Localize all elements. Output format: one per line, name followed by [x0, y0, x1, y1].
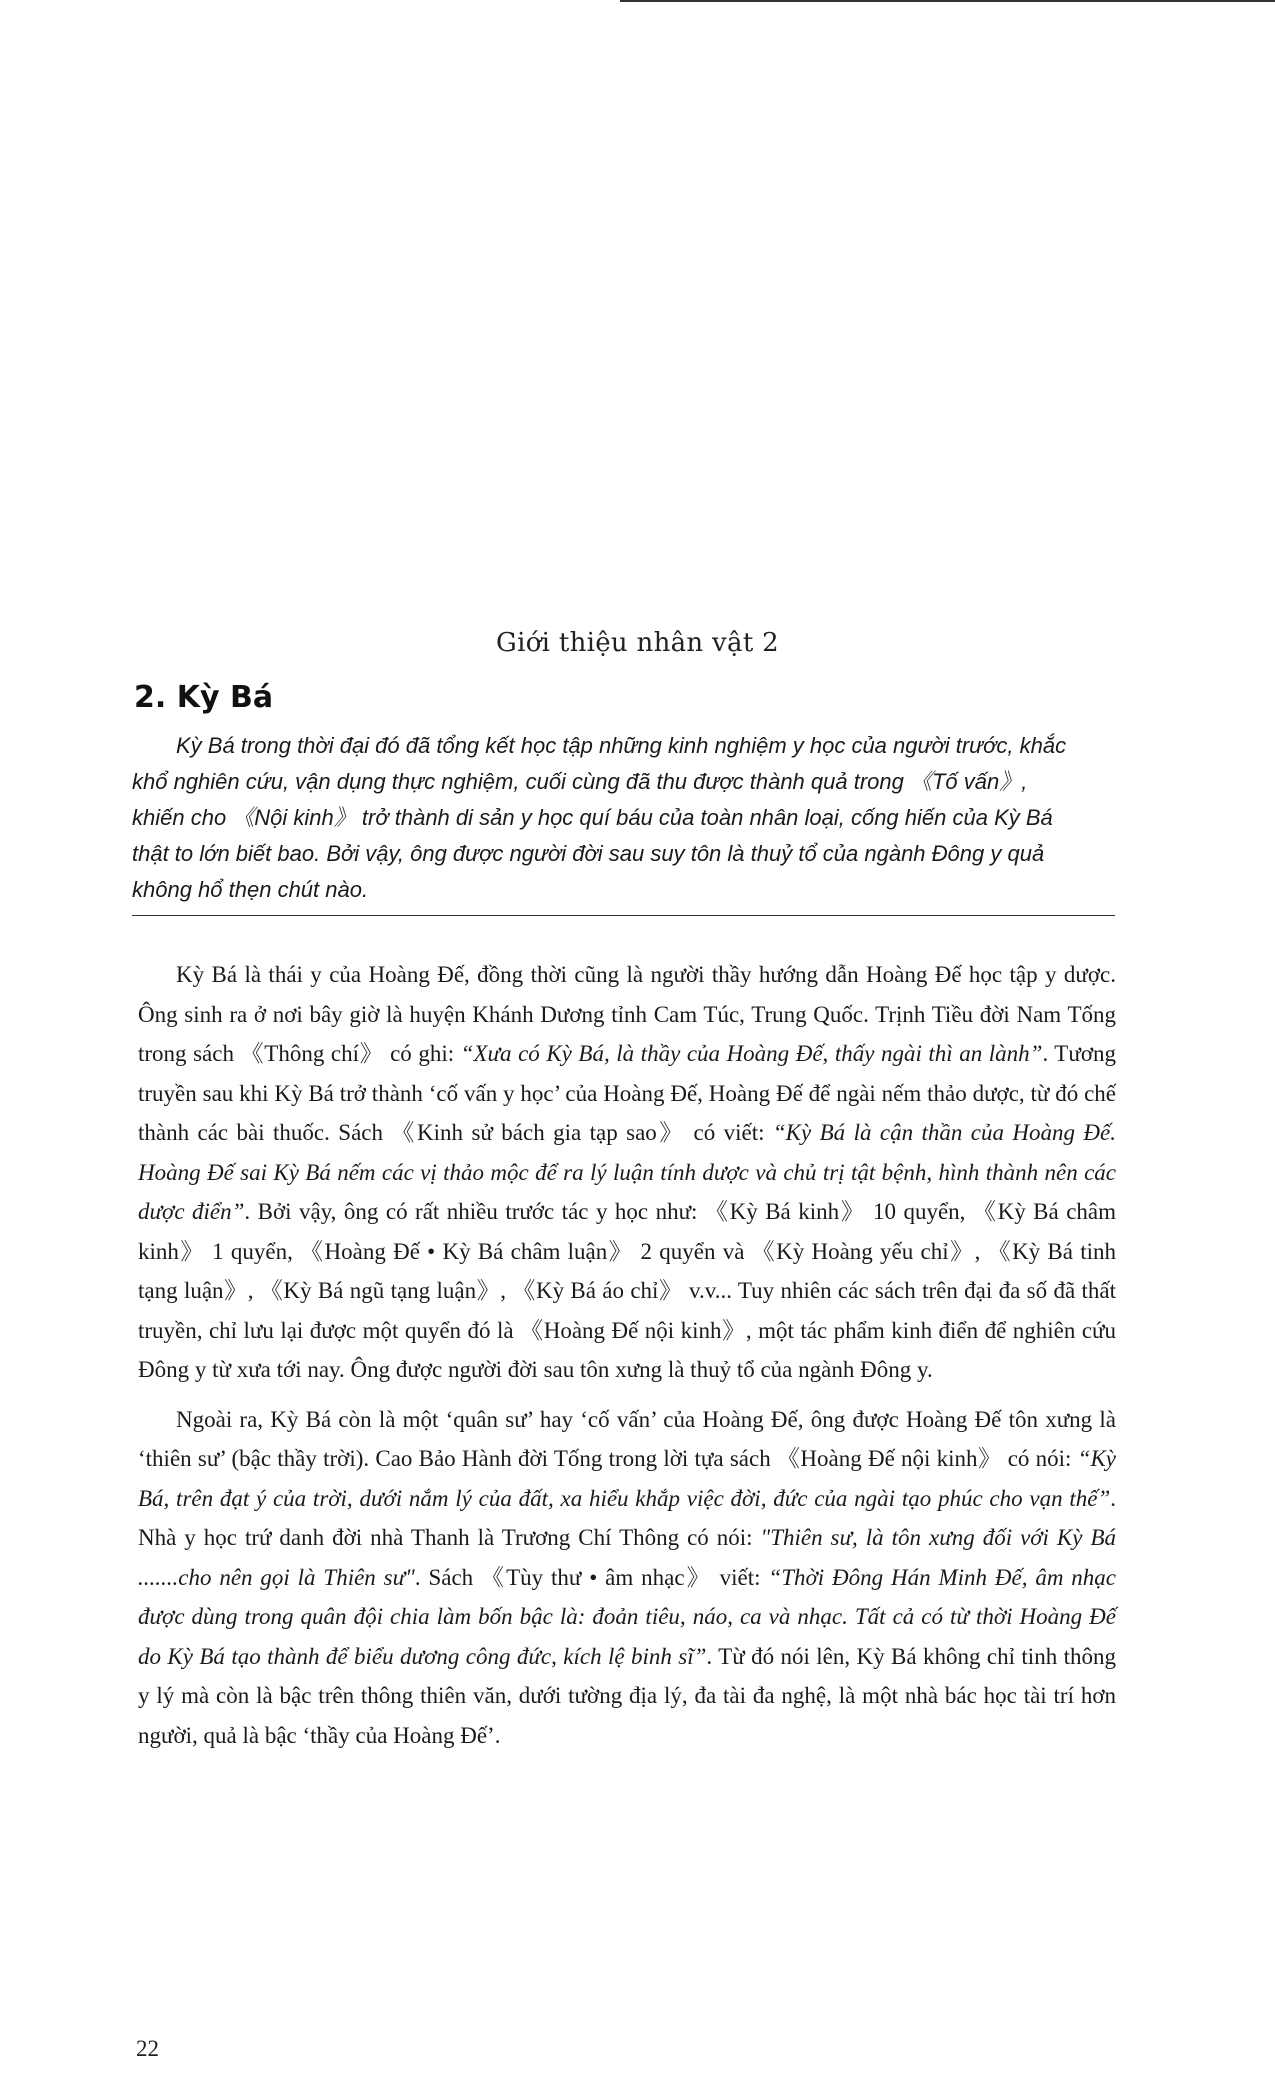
- top-edge-rule: [620, 0, 1275, 2]
- page-number: 22: [136, 2036, 159, 2061]
- paragraph-2: [138, 1400, 1116, 1756]
- page-heading: Giới thiệu nhân vật 2: [496, 628, 779, 658]
- summary-box: [132, 728, 1112, 908]
- summary-divider: [132, 915, 1115, 916]
- summary-line: khiến cho 《Nội kinh》 trở thành di sản y học quí báu của toàn nhân loại, cống hiến của Kỳ Bá: [132, 805, 1053, 830]
- paragraph-text: . Sách 《Tùy thư • âm nhạc》 viết:: [414, 1564, 769, 1590]
- summary-line: Kỳ Bá trong thời đại đó đã tổng kết học tập những kinh nghiệm y học của người trước, khắc: [176, 733, 1067, 758]
- quotation: “Kỳ Bá, trên đạt ý của trời, dưới nắm lý của đất, xa hiểu khắp việc đời, đức của ngài tạo phúc cho vạn thế”: [138, 1446, 1116, 1511]
- quotation: “Xưa có Kỳ Bá, là thầy của Hoàng Đế, thấy ngài thì an lành”: [460, 1041, 1043, 1066]
- paragraph-text: . Bởi vậy, ông có rất nhiều trước tác y học như: 《Kỳ Bá kinh》 10 quyển, 《Kỳ Bá châm kinh》 1 quyển, 《Hoàng Đế • Kỳ Bá châm luận》 2 quyển và 《Kỳ Hoàng yếu chỉ》, 《Kỳ Bá tinh tạng luận》, 《Kỳ Bá ngũ tạng luận》, 《Kỳ Bá áo chỉ》 v.v... Tuy nhiên các sách trên đại đa số đã thất truyền, chỉ lưu lại được một quyển đó là 《Hoàng Đế nội kinh》, một tác phẩm kinh điển để nghiên cứu Đông y từ xưa tới nay. Ông được người đời sau tôn xưng là thuỷ tổ của ngành Đông y.: [138, 1199, 1117, 1382]
- summary-line: không hổ thẹn chút nào.: [132, 877, 369, 902]
- body-text: [138, 955, 1116, 1755]
- summary-line: khổ nghiên cứu, vận dụng thực nghiệm, cuối cùng đã thu được thành quả trong 《Tố vấn》,: [132, 769, 1028, 794]
- paragraph-text: . Từ đó nói lên, Kỳ Bá không chỉ tinh thông y lý mà còn là bậc trên thông thiên văn, dưới tường địa lý, đa tài đa nghệ, là một nhà bác học tài trí hơn người, quả là bậc ‘thầy của Hoàng Đế’.: [138, 1643, 1116, 1748]
- paragraph-text: . Nhà y học trứ danh đời nhà Thanh là Trương Chí Thông có nói:: [138, 1485, 1116, 1550]
- section-title: 2. Kỳ Bá: [134, 680, 274, 715]
- paragraph-text: . Tương truyền sau khi Kỳ Bá trở thành ‘cố vấn y học’ của Hoàng Đế, Hoàng Đế để ngài nếm thảo dược, từ đó chế thành các bài thuốc. Sách 《Kinh sử bách gia tạp sao》 có viết:: [138, 1041, 1116, 1145]
- paragraph-text: Ngoài ra, Kỳ Bá còn là một ‘quân sư’ hay ‘cố vấn’ của Hoàng Đế, ông được Hoàng Đế tôn xưng là ‘thiên sư’ (bậc thầy trời). Cao Bảo Hành đời Tống trong lời tựa sách 《Hoàng Đế nội kinh》 có nói:: [138, 1406, 1116, 1471]
- quotation: “Thời Đông Hán Minh Đế, âm nhạc được dùng trong quân đội chia làm bốn bậc là: đoản tiêu, náo, ca và nhạc. Tất cả có từ thời Hoàng Đế do Kỳ Bá tạo thành để biểu dương công đức, kích lệ binh sĩ”: [138, 1564, 1117, 1669]
- quotation: "Thiên sư, là tôn xưng đối với Kỳ Bá .......cho nên gọi là Thiên sư": [138, 1525, 1116, 1590]
- paragraph-1: [138, 955, 1116, 1390]
- quotation: “Kỳ Bá là cận thần của Hoàng Đế. Hoàng Đế sai Kỳ Bá nếm các vị thảo mộc để ra lý luận tính dược và chủ trị tật bệnh, hình thành nên các dược điển”: [138, 1120, 1116, 1224]
- summary-line: thật to lớn biết bao. Bởi vậy, ông được người đời sau suy tôn là thuỷ tổ của ngành Đông y quả: [132, 841, 1045, 866]
- paragraph-text: Kỳ Bá là thái y của Hoàng Đế, đồng thời cũng là người thầy hướng dẫn Hoàng Đế học tập y dược. Ông sinh ra ở nơi bây giờ là huyện Khánh Dương tỉnh Cam Túc, Trung Quốc. Trịnh Tiều đời Nam Tống trong sách 《Thông chí》 có ghi:: [138, 962, 1116, 1066]
